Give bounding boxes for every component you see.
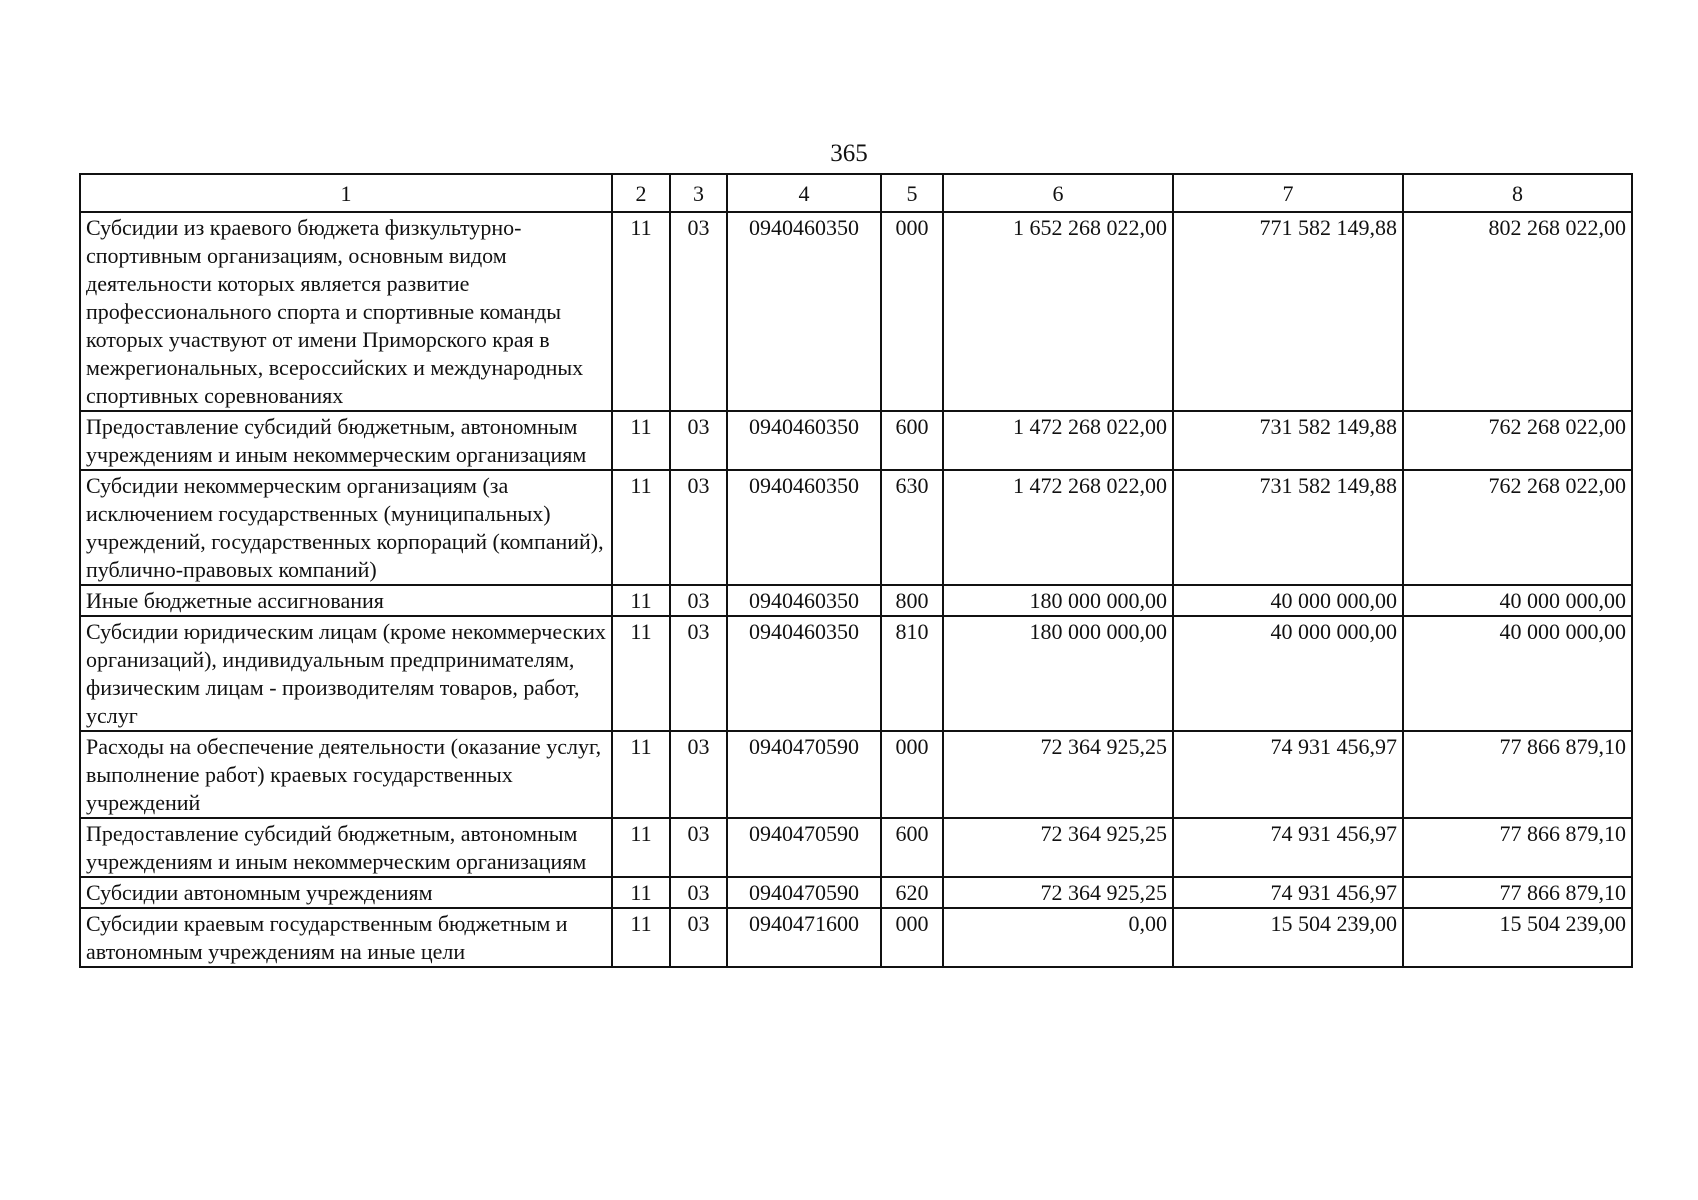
amount-col-6: 72 364 925,25 [943, 818, 1173, 877]
table-row [80, 212, 1632, 411]
column-header: 5 [881, 174, 943, 212]
amount-col-8: 77 866 879,10 [1403, 818, 1632, 877]
column-header: 1 [80, 174, 612, 212]
amount-col-7: 40 000 000,00 [1173, 616, 1403, 731]
column-header: 6 [943, 174, 1173, 212]
expense-name: Расходы на обеспечение деятельности (оказание услуг, выполнение работ) краевых государственных учреждений [80, 731, 612, 818]
expense-name: Иные бюджетные ассигнования [80, 585, 612, 616]
expense-type-code: 600 [881, 818, 943, 877]
amount-col-8: 77 866 879,10 [1403, 877, 1632, 908]
subsection-code: 03 [670, 470, 727, 585]
amount-col-8: 15 504 239,00 [1403, 908, 1632, 967]
target-article-code: 0940460350 [727, 470, 881, 585]
expense-name: Субсидии юридическим лицам (кроме некоммерческих организаций), индивидуальным предпринимателям, физическим лицам - производителям товаров, работ, услуг [80, 616, 612, 731]
subsection-code: 03 [670, 212, 727, 411]
table-row [80, 877, 1632, 908]
column-header: 3 [670, 174, 727, 212]
section-code: 11 [612, 470, 670, 585]
expense-type-code: 000 [881, 908, 943, 967]
amount-col-8: 762 268 022,00 [1403, 411, 1632, 470]
target-article-code: 0940460350 [727, 585, 881, 616]
subsection-code: 03 [670, 908, 727, 967]
amount-col-7: 74 931 456,97 [1173, 731, 1403, 818]
target-article-code: 0940460350 [727, 411, 881, 470]
expense-type-code: 810 [881, 616, 943, 731]
expense-name: Субсидии из краевого бюджета физкультурно-спортивным организациям, основным видом деятельности которых является развитие профессионального спорта и спортивные команды которых участвуют от имени Приморского края в межрегиональных, всероссийских и международных спортивных соревнованиях [80, 212, 612, 411]
section-code: 11 [612, 908, 670, 967]
column-header: 8 [1403, 174, 1632, 212]
subsection-code: 03 [670, 877, 727, 908]
section-code: 11 [612, 616, 670, 731]
expense-name: Субсидии краевым государственным бюджетным и автономным учреждениям на иные цели [80, 908, 612, 967]
amount-col-6: 72 364 925,25 [943, 731, 1173, 818]
subsection-code: 03 [670, 411, 727, 470]
subsection-code: 03 [670, 818, 727, 877]
column-header: 7 [1173, 174, 1403, 212]
table-header [80, 174, 1632, 212]
budget-table [79, 173, 1633, 968]
target-article-code: 0940460350 [727, 212, 881, 411]
amount-col-8: 40 000 000,00 [1403, 585, 1632, 616]
section-code: 11 [612, 585, 670, 616]
amount-col-8: 762 268 022,00 [1403, 470, 1632, 585]
table-row [80, 470, 1632, 585]
section-code: 11 [612, 411, 670, 470]
section-code: 11 [612, 731, 670, 818]
table-row [80, 411, 1632, 470]
table-row [80, 908, 1632, 967]
expense-type-code: 000 [881, 212, 943, 411]
amount-col-8: 40 000 000,00 [1403, 616, 1632, 731]
amount-col-6: 1 472 268 022,00 [943, 470, 1173, 585]
section-code: 11 [612, 818, 670, 877]
expense-name: Субсидии автономным учреждениям [80, 877, 612, 908]
expense-type-code: 620 [881, 877, 943, 908]
table-row [80, 585, 1632, 616]
amount-col-7: 731 582 149,88 [1173, 470, 1403, 585]
amount-col-7: 731 582 149,88 [1173, 411, 1403, 470]
page-number: 365 [830, 140, 868, 167]
amount-col-7: 74 931 456,97 [1173, 877, 1403, 908]
table-row [80, 818, 1632, 877]
amount-col-7: 40 000 000,00 [1173, 585, 1403, 616]
target-article-code: 0940470590 [727, 877, 881, 908]
amount-col-6: 180 000 000,00 [943, 616, 1173, 731]
section-code: 11 [612, 877, 670, 908]
header-row [80, 174, 1632, 212]
amount-col-7: 15 504 239,00 [1173, 908, 1403, 967]
expense-type-code: 000 [881, 731, 943, 818]
expense-type-code: 600 [881, 411, 943, 470]
expense-name: Субсидии некоммерческим организациям (за исключением государственных (муниципальных) учреждений, государственных корпораций (компаний), публично-правовых компаний) [80, 470, 612, 585]
expense-type-code: 630 [881, 470, 943, 585]
target-article-code: 0940470590 [727, 731, 881, 818]
target-article-code: 0940471600 [727, 908, 881, 967]
amount-col-6: 1 472 268 022,00 [943, 411, 1173, 470]
target-article-code: 0940460350 [727, 616, 881, 731]
target-article-code: 0940470590 [727, 818, 881, 877]
amount-col-6: 1 652 268 022,00 [943, 212, 1173, 411]
column-header: 4 [727, 174, 881, 212]
amount-col-6: 72 364 925,25 [943, 877, 1173, 908]
expense-name: Предоставление субсидий бюджетным, автономным учреждениям и иным некоммерческим организациям [80, 411, 612, 470]
subsection-code: 03 [670, 731, 727, 818]
amount-col-8: 77 866 879,10 [1403, 731, 1632, 818]
expense-type-code: 800 [881, 585, 943, 616]
table-row [80, 616, 1632, 731]
section-code: 11 [612, 212, 670, 411]
column-header: 2 [612, 174, 670, 212]
amount-col-7: 771 582 149,88 [1173, 212, 1403, 411]
amount-col-8: 802 268 022,00 [1403, 212, 1632, 411]
amount-col-6: 180 000 000,00 [943, 585, 1173, 616]
subsection-code: 03 [670, 616, 727, 731]
expense-name: Предоставление субсидий бюджетным, автономным учреждениям и иным некоммерческим организациям [80, 818, 612, 877]
table-row [80, 731, 1632, 818]
amount-col-7: 74 931 456,97 [1173, 818, 1403, 877]
amount-col-6: 0,00 [943, 908, 1173, 967]
subsection-code: 03 [670, 585, 727, 616]
table-body [80, 212, 1632, 967]
